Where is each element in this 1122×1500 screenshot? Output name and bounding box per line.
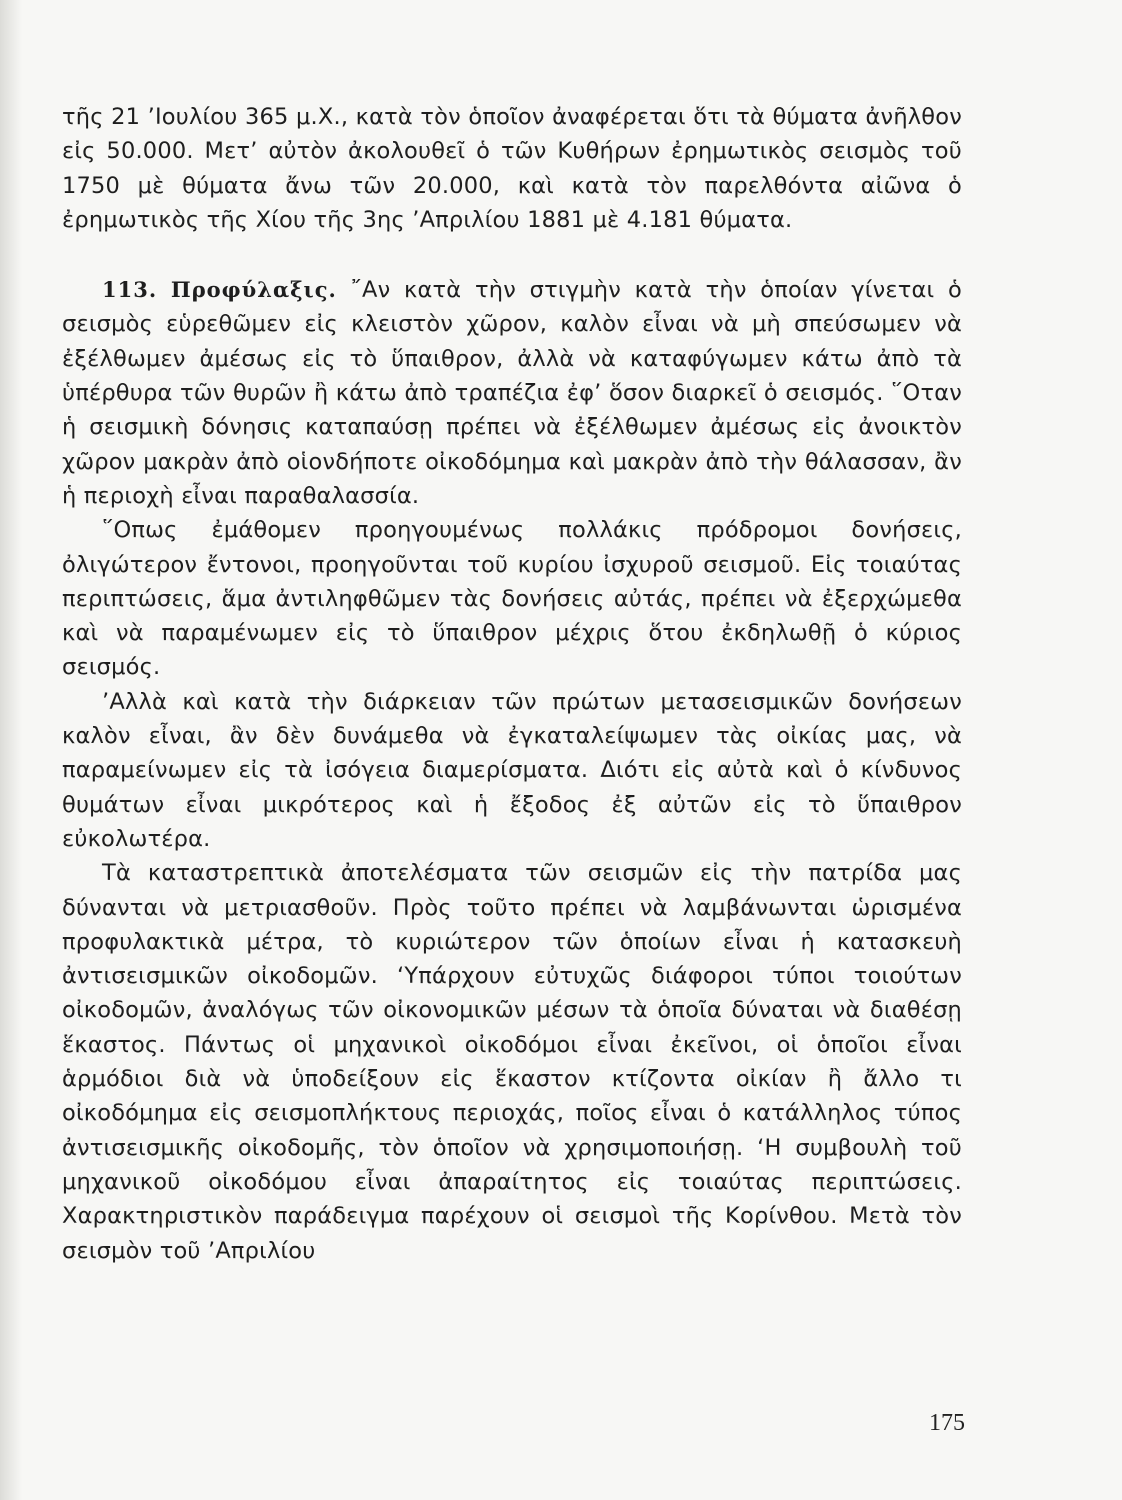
paragraph-foreshocks (62, 513, 962, 684)
page-number: 175 (929, 1410, 965, 1436)
paragraph-continuation (62, 100, 962, 237)
paragraph-text: τῆς 21 ’Ιουλίου 365 μ.Χ., κατὰ τὸν ὁποῖον ἀναφέρεται ὅτι τὰ θύματα ἀνῆλθον εἰς 50.000. Μετ’ αὐτὸν ἀκολουθεῖ ὁ τῶν Κυθήρων ἐρημωτικὸς σεισμὸς τοῦ 1750 μὲ θύματα ἄνω τῶν 20.000, καὶ κατὰ τὸν παρελθόντα αἰῶνα ὁ ἐρημωτικὸς τῆς Χίου τῆς 3ης ’Απριλίου 1881 μὲ 4.181 θύματα. (62, 104, 962, 233)
paragraph-aftershocks (62, 685, 962, 856)
paragraph-text: Τὰ καταστρεπτικὰ ἀποτελέσματα τῶν σεισμῶν εἰς τὴν πατρίδα μας δύνανται νὰ μετριασθοῦν. Πρὸς τοῦτο πρέπει νὰ λαμβάνωνται ὡρισμένα προφυλακτικὰ μέτρα, τὸ κυριώτερον τῶν ὁποίων εἶναι ἡ κατασκευὴ ἀντισεισμικῶν οἰκοδομῶν. ‘Υπάρχουν εὐτυχῶς διάφοροι τύποι τοιούτων οἰκοδομῶν, ἀναλόγως τῶν οἰκονομικῶν μέσων τὰ ὁποῖα δύναται νὰ διαθέσῃ ἕκαστος. Πάντως οἱ μηχανικοὶ οἰκοδόμοι εἶναι ἐκεῖνοι, οἱ ὁποῖοι εἶναι ἁρμόδιοι διὰ νὰ ὑποδείξουν εἰς ἕκαστον κτίζοντα οἰκίαν ἢ ἄλλο τι οἰκοδόμημα εἰς σεισμοπλήκτους περιοχάς, ποῖος εἶναι ὁ κατάλληλος τύπος ἀντισεισμικῆς οἰκοδομῆς, τὸν ὁποῖον νὰ χρησιμοποιήσῃ. ‘Η συμβουλὴ τοῦ μηχανικοῦ οἰκοδόμου εἶναι ἀπαραίτητος εἰς τοιαύτας περιπτώσεις. Χαρακτηριστικὸν παράδειγμα παρέχουν οἱ σεισμοὶ τῆς Κορίνθου. Μετὰ τὸν σεισμὸν τοῦ ’Απριλίου (62, 860, 962, 1264)
book-page-body (62, 100, 962, 1268)
paragraph-antiseismic-buildings (62, 856, 962, 1268)
paragraph-text: ῞Οπως ἐμάθομεν προηγουμένως πολλάκις πρόδρομοι δονήσεις, ὀλιγώτερον ἔντονοι, προηγοῦνται τοῦ κυρίου ἰσχυροῦ σεισμοῦ. Εἰς τοιαύτας περιπτώσεις, ἅμα ἀντιληφθῶμεν τὰς δονήσεις αὐτάς, πρέπει νὰ ἐξερχώμεθα καὶ νὰ παραμένωμεν εἰς τὸ ὕπαιθρον μέχρις ὅτου ἐκδηλωθῇ ὁ κύριος σεισμός. (62, 517, 962, 681)
section-title: Προφύλαξις. (170, 277, 337, 303)
paragraph-text: ῎Αν κατὰ τὴν στιγμὴν κατὰ τὴν ὁποίαν γίνεται ὁ σεισμὸς εὑρεθῶμεν εἰς κλειστὸν χῶρον, καλὸν εἶναι νὰ μὴ σπεύσωμεν νὰ ἐξέλθωμεν ἀμέσως εἰς τὸ ὕπαιθρον, ἀλλὰ νὰ καταφύγωμεν κάτω ἀπὸ τὰ ὑπέρθυρα τῶν θυρῶν ἢ κάτω ἀπὸ τραπέζια ἐφ’ ὅσον διαρκεῖ ὁ σεισμός. ῞Οταν ἡ σεισμικὴ δόνησις καταπαύσῃ πρέπει νὰ ἐξέλθωμεν ἀμέσως εἰς ἀνοικτὸν χῶρον μακρὰν ἀπὸ οἱονδήποτε οἰκοδόμημα καὶ μακρὰν ἀπὸ τὴν θάλασσαν, ἂν ἡ περιοχὴ εἶναι παραθαλασσία. (62, 277, 962, 509)
page-binding-shadow (0, 0, 22, 1500)
paragraph-section-113 (62, 273, 962, 513)
paragraph-text: ’Αλλὰ καὶ κατὰ τὴν διάρκειαν τῶν πρώτων μετασεισμικῶν δονήσεων καλὸν εἶναι, ἂν δὲν δυνάμεθα νὰ ἐγκαταλείψωμεν τὰς οἰκίας μας, νὰ παραμείνωμεν εἰς τὰ ἰσόγεια διαμερίσματα. Διότι εἰς αὐτὰ καὶ ὁ κίνδυνος θυμάτων εἶναι μικρότερος καὶ ἡ ἔξοδος ἐξ αὐτῶν εἰς τὸ ὕπαιθρον εὐκολωτέρα. (62, 688, 962, 852)
section-number: 113. (102, 277, 158, 303)
